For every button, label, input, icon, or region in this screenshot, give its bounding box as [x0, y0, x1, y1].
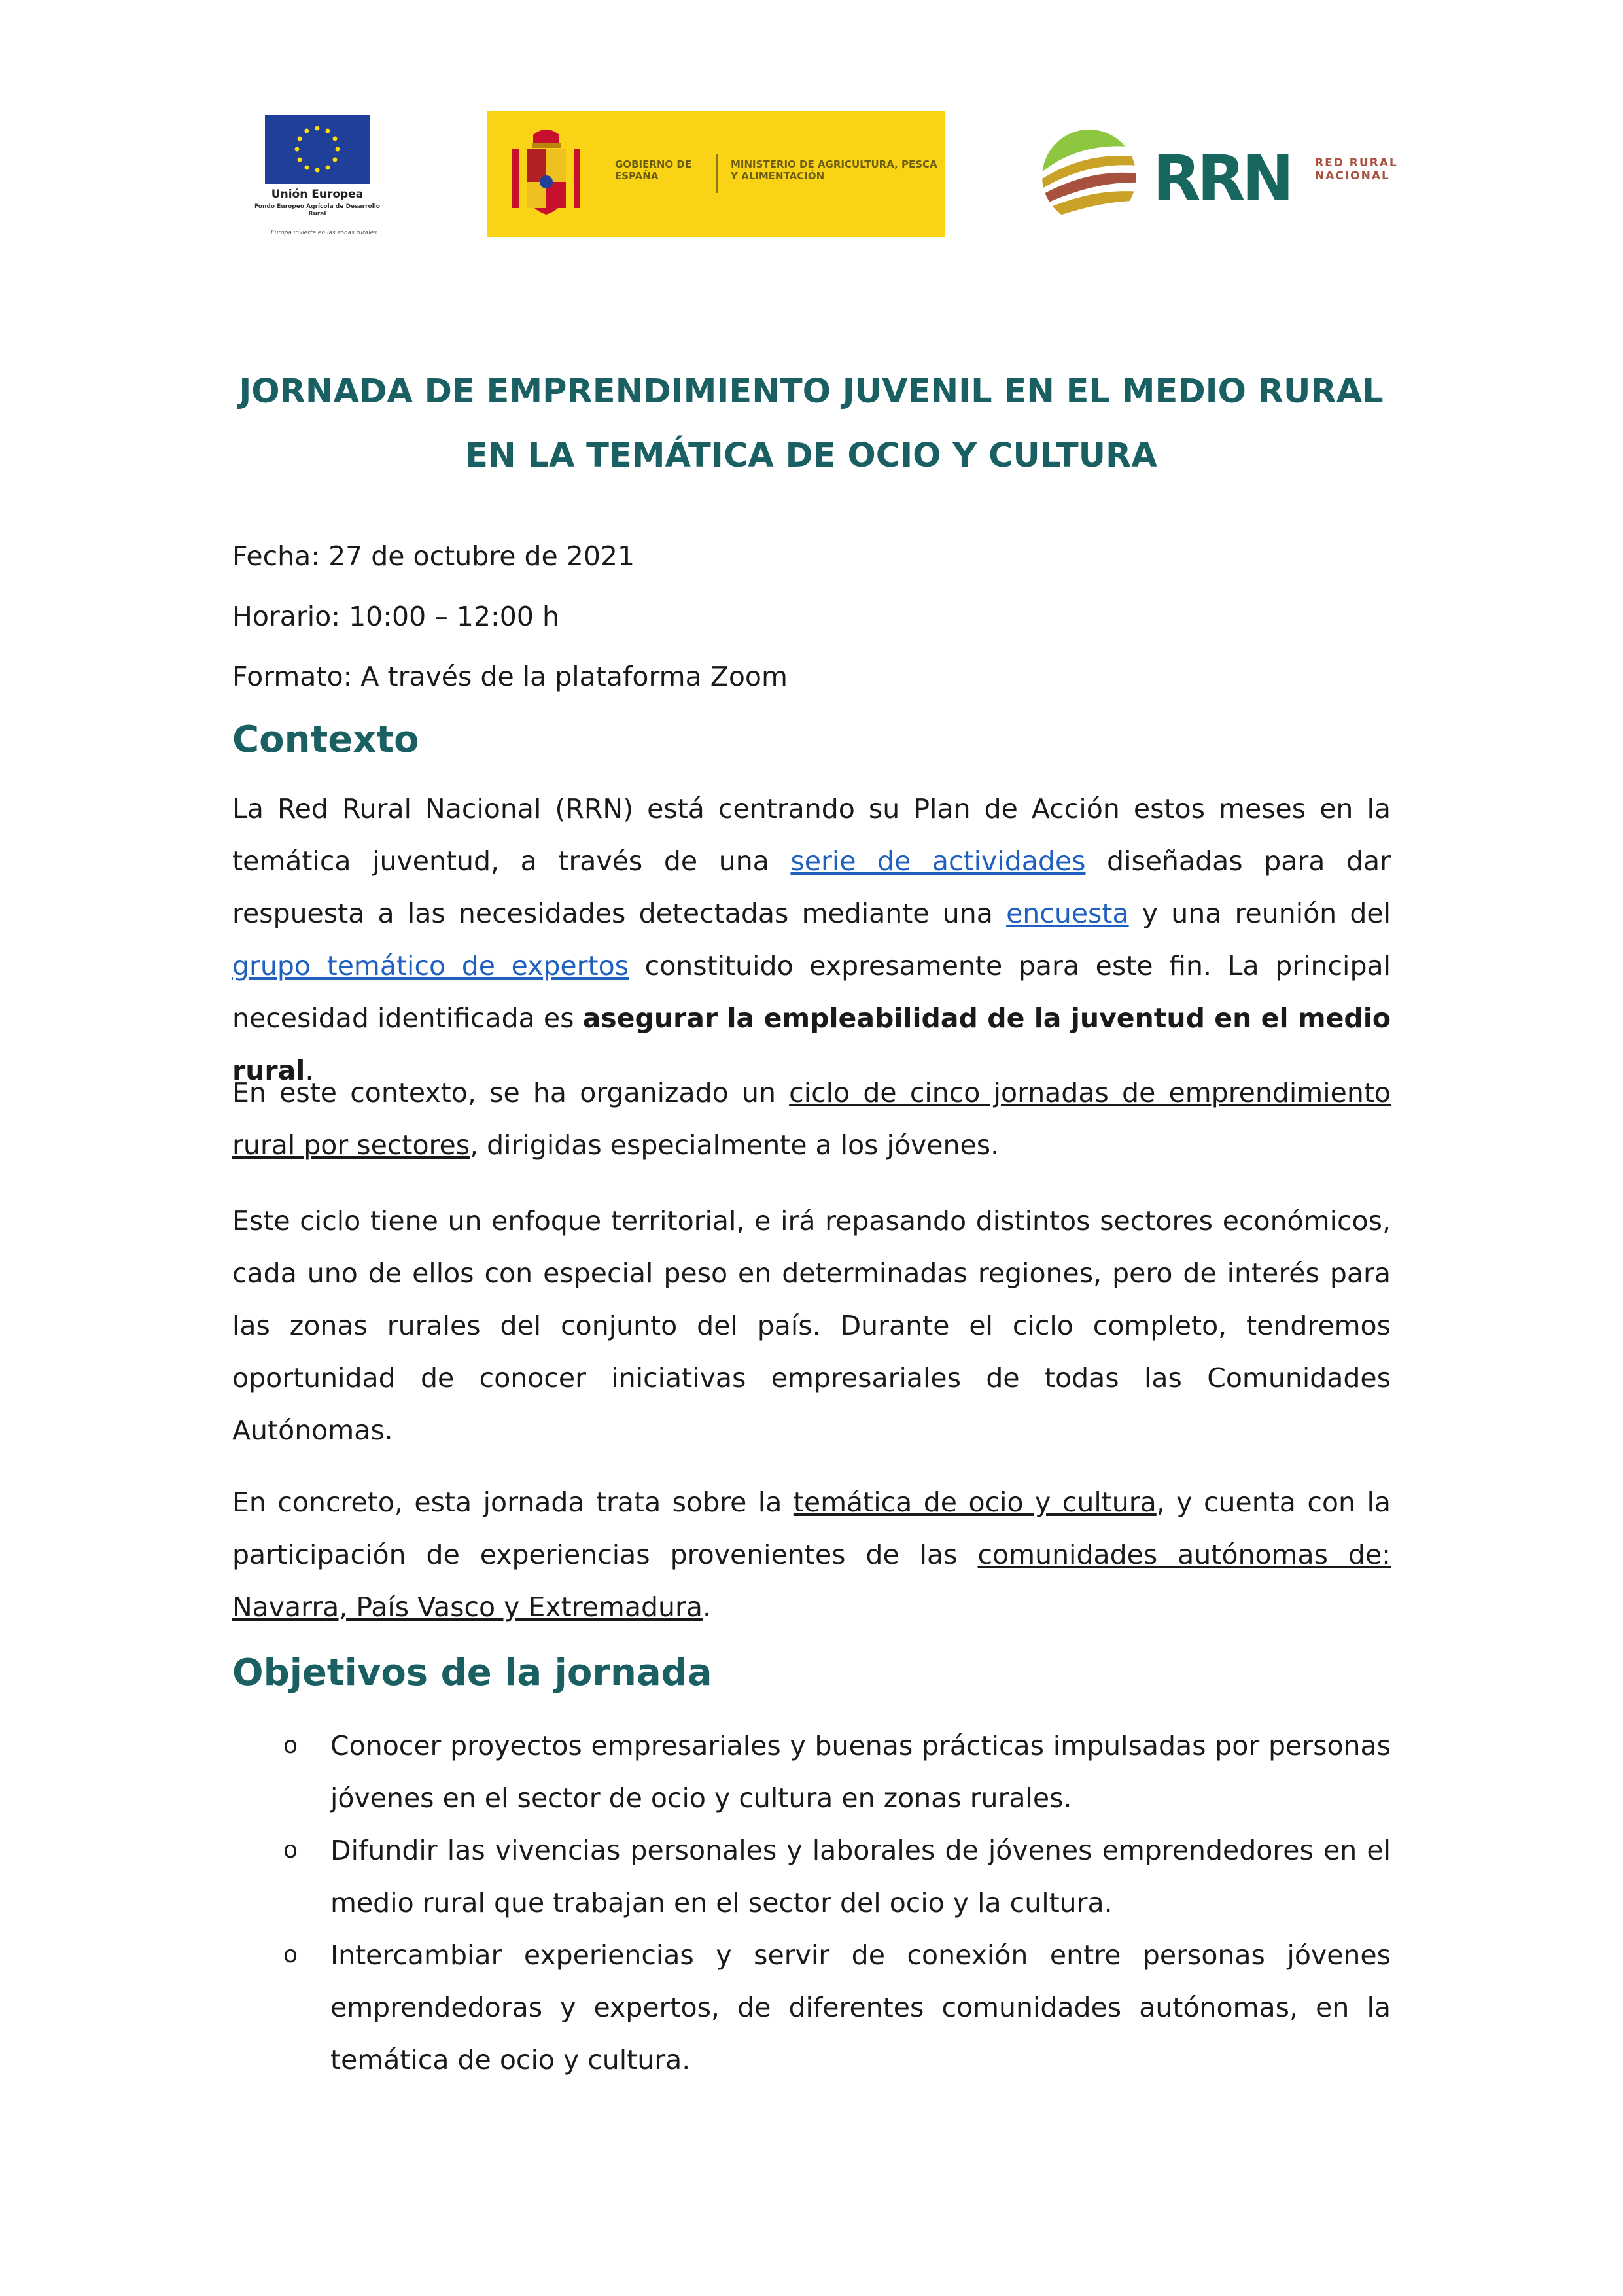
underlined-text: ciclo de cinco jornadas de emprendimiento rural por sectores: [232, 1077, 1391, 1161]
list-item: [232, 1720, 1391, 1824]
bullet-icon: o: [283, 1837, 298, 1863]
list-item: [232, 1824, 1391, 1929]
rrn-letters: RRN: [1153, 142, 1291, 215]
document-title: JORNADA DE EMPRENDIMIENTO JUVENIL EN EL MEDIO RURAL EN LA TEMÁTICA DE OCIO Y CULTURA: [239, 372, 1384, 475]
link-grupo-tematico-de-expertos[interactable]: grupo temático de expertos: [232, 950, 629, 981]
rrn-name-text: RED RURAL NACIONAL: [1315, 156, 1398, 183]
government-name: GOBIERNO DE ESPAÑA: [615, 158, 692, 182]
text-run: , dirigidas especialmente a los jóvenes.: [470, 1129, 1000, 1161]
schedule-line: Horario: 10:00 – 12:00 h: [232, 601, 559, 632]
section-heading-objetivos: Objetivos de la jornada: [232, 1651, 712, 1694]
rrn-logo: [1040, 128, 1406, 226]
list-item-text: Intercambiar experiencias y servir de conexión entre personas jóvenes emprendedoras y expertos, de diferentes comunidades autónomas, en la temática de ocio y cultura.: [330, 1939, 1391, 2075]
link-serie-de-actividades[interactable]: serie de actividades: [790, 845, 1086, 877]
coat-of-arms-icon: [507, 123, 585, 225]
eu-flag-icon: [265, 115, 370, 184]
bullet-icon: o: [283, 1941, 298, 1968]
bullet-icon: o: [283, 1732, 298, 1759]
eu-subtitle: Fondo Europeo Agrícola de Desarrollo Rural: [254, 203, 380, 217]
paragraph-contexto-2: [232, 1067, 1391, 1171]
text-run: .: [305, 1055, 314, 1086]
paragraph-contexto-4: [232, 1476, 1391, 1633]
list-item-text: Conocer proyectos empresariales y buenas prácticas impulsadas por personas jóvenes en el sector de ocio y cultura en zonas rurales.: [330, 1730, 1391, 1814]
section-heading-contexto: Contexto: [232, 718, 419, 761]
text-run: En este contexto, se ha organizado un: [232, 1077, 790, 1108]
text-run: En concreto, esta jornada trata sobre la: [232, 1487, 794, 1518]
format-line: Formato: A través de la plataforma Zoom: [232, 661, 788, 692]
text-run: y una reunión del: [1128, 898, 1391, 929]
paragraph-contexto-1: [232, 783, 1391, 1097]
eu-title: Unión Europea: [271, 188, 364, 201]
text-run: , y cuenta con la participación de experiencias provenientes de las: [232, 1487, 1391, 1570]
text-run: diseñadas para dar respuesta a las necesidades detectadas mediante una: [232, 845, 1391, 929]
date-line: Fecha: 27 de octubre de 2021: [232, 540, 635, 572]
text-run: La Red Rural Nacional (RRN) está centrando su Plan de Acción estos meses en la temática juventud, a través de una: [232, 793, 1391, 877]
bold-text: asegurar la empleabilidad de la juventud en el medio rural: [232, 1002, 1391, 1086]
list-item-text: Difundir las vivencias personales y laborales de jóvenes emprendedores en el medio rural que trabajan en el sector del ocio y la cultura.: [330, 1835, 1391, 1918]
logo-divider: [716, 154, 718, 193]
rrn-name: [1315, 156, 1406, 183]
ministry-name: MINISTERIO DE AGRICULTURA, PESCA Y ALIMENTACIÓN: [731, 158, 937, 182]
list-item: [232, 1929, 1391, 2086]
text-run: constituido expresamente para este fin. La principal necesidad identificada es: [232, 950, 1391, 1034]
underlined-text: temática de ocio y cultura: [793, 1487, 1157, 1518]
text-run: .: [702, 1591, 711, 1623]
eu-slogan: Europa invierte en las zonas rurales: [271, 230, 377, 236]
government-logo: [487, 111, 945, 237]
paragraph-contexto-3: Este ciclo tiene un enfoque territorial, e irá repasando distintos sectores económicos, cada uno de ellos con especial peso en determinadas regiones, pero de interés para las zonas rurales del conjunto del país. Durante el ciclo completo, tendremos oportunidad de conocer iniciativas empresariales de todas las Comunidades Autónomas.: [232, 1205, 1391, 1446]
objectives-list: [232, 1720, 1391, 2086]
eu-logo: [249, 115, 393, 245]
link-encuesta[interactable]: encuesta: [1006, 898, 1129, 929]
underlined-text: comunidades autónomas de: Navarra, País Vasco y Extremadura: [232, 1539, 1391, 1623]
rrn-fields-icon: [1040, 128, 1138, 226]
